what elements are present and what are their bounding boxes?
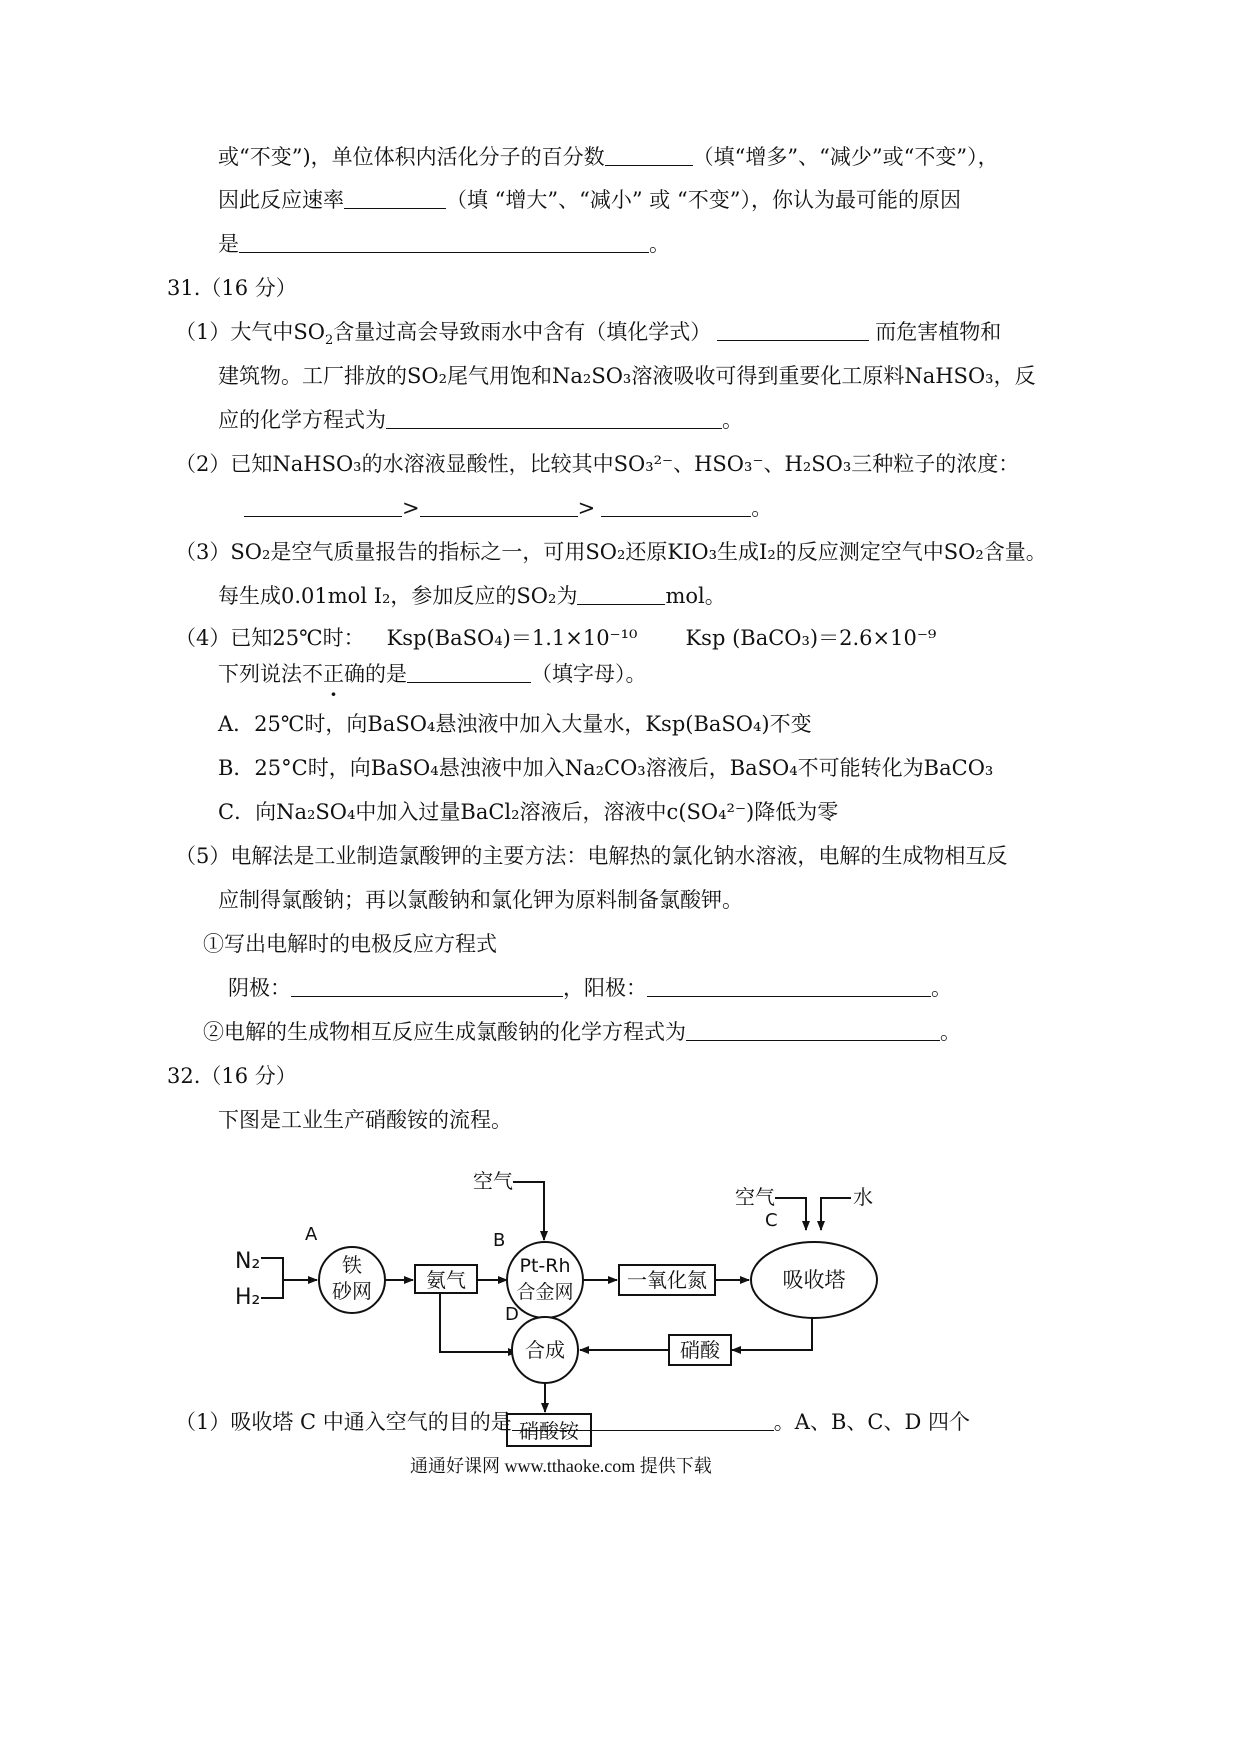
q31-p5-electrodes: 阴极： ，阳极： 。 <box>228 976 952 1000</box>
label-d: D <box>505 1304 519 1325</box>
arrow-water-c <box>821 1198 851 1230</box>
answer-blank[interactable] <box>686 1018 940 1041</box>
n2-label: N₂ <box>235 1249 261 1274</box>
q31-p1-line3: 应的化学方程式为 。 <box>218 408 743 432</box>
q32-header: 32.（16 分） <box>167 1064 297 1088</box>
q31-p5-line1: （5）电解法是工业制造氯酸钾的主要方法：电解热的氯化钠水溶液，电解的生成物相互反 <box>175 844 1008 868</box>
answer-blank[interactable] <box>601 494 751 517</box>
answer-blank[interactable] <box>386 406 722 429</box>
q31-p5-sub1: ①写出电解时的电极反应方程式 <box>203 932 497 956</box>
cathode-blank[interactable] <box>291 974 563 997</box>
q31-p5-line2: 应制得氯酸钠；再以氯酸钠和氯化钾为原料制备氯酸钾。 <box>218 888 743 912</box>
water-label: 水 <box>853 1185 873 1209</box>
emphasis-text: 不正确 <box>302 662 365 686</box>
product-label: 硝酸铵 <box>519 1419 579 1443</box>
q31-p2-line1: （2）已知NaHSO₃的水溶液显酸性，比较其中SO₃²⁻、HSO₃⁻、H₂SO₃三种粒子的浓度： <box>175 452 1020 476</box>
iron-label-2: 砂网 <box>332 1279 372 1303</box>
page-footer: 通通好课网 www.tthaoke.com 提供下载 <box>410 1456 712 1476</box>
feed-bracket <box>261 1258 283 1298</box>
nitric-label: 硝酸 <box>680 1338 720 1362</box>
answer-blank[interactable] <box>407 660 531 683</box>
q32-p1: （1）吸收塔 C 中通入空气的目的是 。A、B、C、D 四个 <box>175 1410 970 1434</box>
air-label-1: 空气 <box>473 1169 513 1193</box>
tower-label: 吸收塔 <box>782 1268 846 1292</box>
answer-blank[interactable] <box>239 230 649 253</box>
q30-line-1: 或“不变”)，单位体积内活化分子的百分数 （填“增多”、“减少”或“不变”）， <box>218 145 999 169</box>
q30-line-2: 因此反应速率 （填 “增大”、“减小” 或 “不变”），你认为最可能的原因 <box>218 188 961 212</box>
arrow-c-nitric <box>732 1318 812 1350</box>
q31-option-a: A．25℃时，向BaSO₄悬浊液中加入大量水，Ksp(BaSO₄)不变 <box>218 712 812 736</box>
q31-p3-line2: 每生成0.01mol I₂，参加反应的SO₂为 mol。 <box>218 584 726 608</box>
q31-p4-line1: （4）已知25℃时： Ksp(BaSO₄)＝1.1×10⁻¹⁰ Ksp (BaCO₃)＝2.6×10⁻⁹ <box>175 626 937 650</box>
q30-line-3: 是 。 <box>218 232 670 256</box>
q31-option-b: B．25°C时，向BaSO₄悬浊液中加入Na₂CO₃溶液后，BaSO₄不可能转化为BaCO₃ <box>218 756 994 780</box>
q31-p2-answer: > > 。 <box>244 494 772 522</box>
arrow-air-c <box>775 1198 806 1230</box>
answer-blank[interactable] <box>512 1408 774 1431</box>
ammonia-label: 氨气 <box>426 1268 466 1292</box>
anode-blank[interactable] <box>647 974 931 997</box>
answer-blank[interactable] <box>344 186 446 209</box>
q32-intro: 下图是工业生产硝酸铵的流程。 <box>218 1108 512 1132</box>
iron-label-1: 铁 <box>342 1253 362 1277</box>
q31-p3-line1: （3）SO₂是空气质量报告的指标之一，可用SO₂还原KIO₃生成I₂的反应测定空气中SO₂含量。 <box>175 540 1047 564</box>
answer-blank[interactable] <box>717 318 869 341</box>
q31-option-c: C．向Na₂SO₄中加入过量BaCl₂溶液后，溶液中c(SO₄²⁻)降低为零 <box>218 800 839 824</box>
ptrh-label-1: Pt-Rh <box>519 1255 571 1277</box>
ptrh-label-2: 合金网 <box>516 1281 574 1303</box>
answer-blank[interactable] <box>244 494 402 517</box>
answer-blank[interactable] <box>420 494 578 517</box>
no-label: 一氧化氮 <box>627 1268 707 1292</box>
q31-p5-sub2: ②电解的生成物相互反应生成氯酸钠的化学方程式为 。 <box>203 1020 961 1044</box>
answer-blank[interactable] <box>605 143 693 166</box>
arrow-air-b <box>513 1182 544 1240</box>
h2-label: H₂ <box>235 1285 261 1310</box>
label-c: C <box>765 1210 778 1231</box>
synthesis-label: 合成 <box>525 1338 565 1362</box>
q31-header: 31.（16 分） <box>167 276 297 300</box>
label-b: B <box>493 1230 506 1251</box>
label-a: A <box>305 1224 318 1245</box>
answer-blank[interactable] <box>577 582 665 605</box>
q31-p1-line2: 建筑物。工厂排放的SO₂尾气用饱和Na₂SO₃溶液吸收可得到重要化工原料NaHSO₃，反 <box>218 364 1036 388</box>
q31-p1-line1: （1）大气中$SO_2$含量过高会导致雨水中含有（填化学式） 而危害植物和 <box>175 320 1002 349</box>
q31-p4-line2: 下列说法不正确的是 （填字母）。 <box>218 662 647 686</box>
air-label-2: 空气 <box>735 1185 775 1209</box>
